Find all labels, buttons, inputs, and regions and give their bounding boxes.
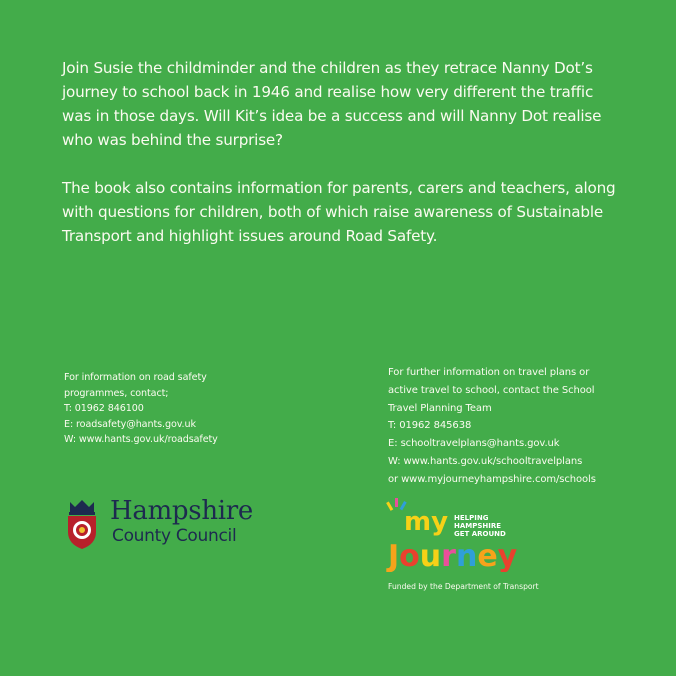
contact-phone: T: 01962 845638 [388,420,472,432]
ray-icon [386,502,393,511]
logo-tagline [454,514,506,538]
logo-word-my: my [404,507,449,537]
letter-n: n [455,539,478,572]
crest-icon [64,498,100,550]
ray-icon [395,498,398,507]
tagline-line-1: HELPING [454,514,489,522]
hcc-logo-line-1: Hampshire [110,496,253,526]
letter-j: J [388,539,400,572]
letter-o: o [399,539,420,572]
contact-website[interactable]: W: www.hants.gov.uk/schooltravelplans [388,455,583,467]
hampshire-county-council-logo [64,498,264,552]
my-journey-logo [386,498,556,572]
letter-y: y [497,539,518,572]
contact-intro-line-1: For further information on travel plans or [388,367,590,378]
contact-website-alt[interactable]: or www.myjourneyhampshire.com/schools [388,473,596,485]
tagline-line-2: HAMPSHIRE [454,522,502,530]
description-paragraph-2: The book also contains information for parents, carers and teachers, along with questions for children, both of which raise awareness of Sustainable Transport and highlight issues around Road Safety. [62,179,616,245]
road-safety-contact [64,370,218,448]
letter-r: r [441,539,456,572]
contact-phone: T: 01962 846100 [64,403,144,415]
contact-intro-line-3: Travel Planning Team [388,402,492,414]
contact-website[interactable]: W: www.hants.gov.uk/roadsafety [64,434,218,446]
contact-email[interactable]: E: roadsafety@hants.gov.uk [64,418,196,430]
letter-u: u [419,539,442,572]
contact-intro-line-1: For information on road safety [64,372,207,383]
tagline-line-3: GET AROUND [454,530,506,538]
contact-intro-line-2: active travel to school, contact the School [388,384,595,396]
travel-planning-contact [388,364,596,489]
contact-email[interactable]: E: schooltravelplans@hants.gov.uk [388,438,560,450]
letter-e: e [477,539,498,572]
hcc-logo-line-2: County Council [112,526,237,546]
contact-intro-line-2: programmes, contact; [64,387,169,399]
funded-by-note: Funded by the Department of Transport [388,582,539,591]
book-description [62,56,622,272]
logo-word-journey [386,539,518,572]
description-paragraph-1: Join Susie the childminder and the children as they retrace Nanny Dot’s journey to school back in 1946 and realise how very different the traffic was in those days. Will Kit’s idea be a success and will Nanny Dot realise who was behind the surprise? [62,59,602,149]
